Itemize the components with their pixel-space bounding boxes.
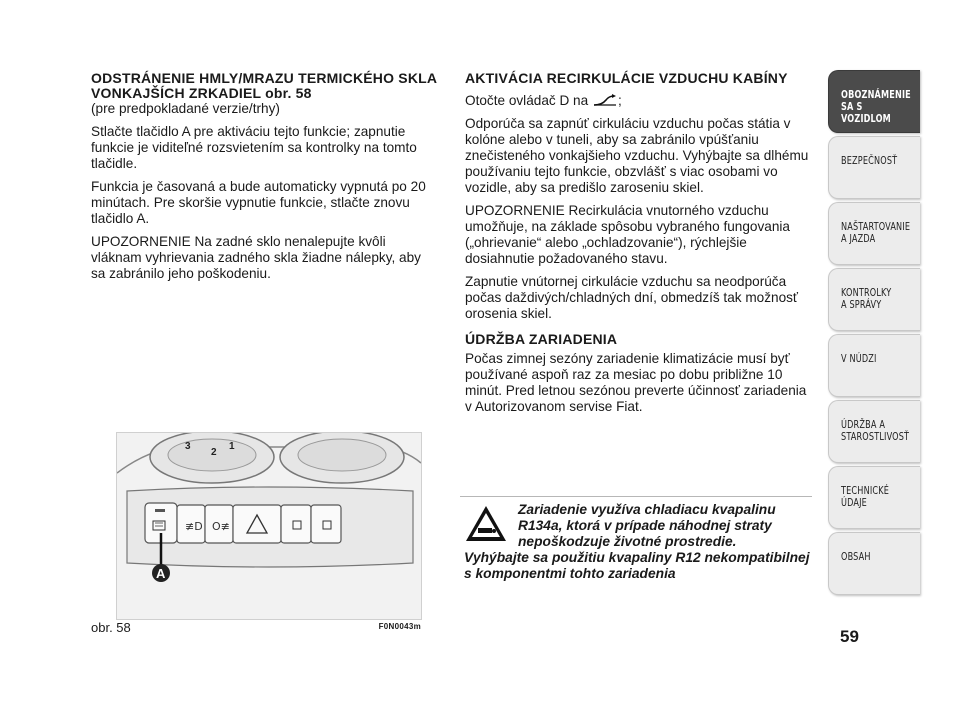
paragraph: Zapnutie vnútornej cirkulácie vzduchu sa neodporúča počas daždivých/chladných dní, obmedzíš tak možnosť orosenia skiel. [465, 274, 799, 321]
paragraph: Funkcia je časovaná a bude automaticky vypnutá po 20 minútach. Pre skoršie vypnutie funkcie, stlačte znovu tlačidlo A. [91, 179, 426, 226]
warning-divider [460, 496, 812, 497]
tab-technicke-udaje[interactable] [828, 466, 920, 529]
recirculation-icon [592, 94, 618, 107]
tab-obsah[interactable] [828, 532, 920, 595]
figure-reference: obr. 58 [265, 85, 312, 101]
figure-control-panel [116, 432, 422, 620]
tab-oboznamenie[interactable] [828, 70, 920, 133]
tab-label: NAŠTARTOVANIE A JAZDA [841, 221, 911, 245]
figure-caption [91, 620, 421, 636]
figure-code: F0N0043m [378, 622, 421, 631]
dial-number: 3 [185, 441, 191, 452]
tab-label: OBSAH [841, 551, 871, 563]
paragraph: UPOZORNENIE Recirkulácia vnutorného vzduchu umožňuje, na základe spôsobu vybraného fungovania („ohrievanie“ alebo „ochladzovanie“), rýchlejšie dosiahnutie požadovaného stavu. [465, 203, 790, 266]
control-panel-illustration [117, 433, 421, 619]
section-heading-defrost [91, 71, 439, 101]
warning-text-1: Zariadenie využíva chladiacu kvapalinu R134a, ktorá v prípade náhodnej straty nepoškodzuje životné prostredie. [518, 502, 776, 549]
tab-label: TECHNICKÉ ÚDAJE [841, 485, 890, 509]
chapter-tabs [828, 70, 920, 598]
warning-box [464, 502, 814, 582]
dial-number: 1 [229, 441, 235, 452]
page-number: 59 [840, 627, 859, 646]
tab-v-nudzi[interactable] [828, 334, 920, 397]
caption-label: obr. 58 [91, 620, 131, 635]
tab-label: ÚDRŽBA A STAROSTLIVOSŤ [841, 419, 910, 443]
intro-paragraph [465, 93, 810, 109]
paragraph: UPOZORNENIE Na zadné sklo nenalepujte kvôli vláknam vyhrievania zadného skla žiadne nálepky, aby sa zabránilo jeho poškodeniu. [91, 234, 421, 281]
button-row [145, 503, 341, 543]
tab-label: BEZPEČNOSŤ [841, 155, 898, 167]
left-column [91, 71, 439, 289]
svg-text:≢D: ≢D [185, 520, 203, 533]
tab-label: OBOZNÁMENIE SA S VOZIDLOM [841, 89, 911, 125]
section-heading-recirculation: AKTIVÁCIA RECIRKULÁCIE VZDUCHU KABÍNY [465, 70, 788, 86]
svg-text:O≢: O≢ [212, 520, 230, 533]
paragraph: Počas zimnej sezóny zariadenie klimatizácie musí byť používané aspoň raz za mesiac po dobu približne 10 minút. Pred letnou sezónou preverte účinnosť zariadenia v Autorizovanom servise Fiat. [465, 351, 807, 414]
warning-text-2: Vyhýbajte sa použitiu kvapaliny R12 nekompatibilnej s komponentmi tohto zariadenia [464, 550, 810, 581]
dial-number: 2 [211, 447, 217, 458]
tab-udrzba[interactable] [828, 400, 920, 463]
heading-text: ODSTRÁNENIE HMLY/MRAZU TERMICKÉHO SKLA VONKAJŠÍCH ZRKADIEL [91, 70, 437, 101]
right-column [465, 71, 810, 422]
subtitle: (pre predpokladané verzie/trhy) [91, 101, 280, 116]
intro-suffix: ; [617, 93, 622, 108]
paragraph: Stlačte tlačidlo A pre aktiváciu tejto funkcie; zapnutie funkcie je viditeľné rozsvietením sa kontrolky na tomto tlačidle. [91, 124, 417, 171]
tab-kontrolky[interactable] [828, 268, 920, 331]
tab-nastartovanie[interactable] [828, 202, 920, 265]
warning-triangle-icon [464, 504, 508, 544]
tab-label: V NÚDZI [841, 353, 877, 365]
intro-text: Otočte ovládač D na [465, 93, 589, 108]
callout-a-label: A [156, 566, 166, 581]
paragraph: Odporúča sa zapnúť cirkuláciu vzduchu počas státia v kolóne alebo v tuneli, aby sa zabránilo vpúšťaniu znečisteného vonkajšieho vzduchu. Vyhýbajte sa dlhému používaniu tejto funkcie, obzvlášť s viac osobami vo vozidle, aby sa predišlo zaroseniu skiel. [465, 116, 809, 195]
section-heading-maintenance: ÚDRŽBA ZARIADENIA [465, 331, 618, 347]
tab-bezpecnost[interactable] [828, 136, 920, 199]
tab-label: KONTROLKY A SPRÁVY [841, 287, 892, 311]
